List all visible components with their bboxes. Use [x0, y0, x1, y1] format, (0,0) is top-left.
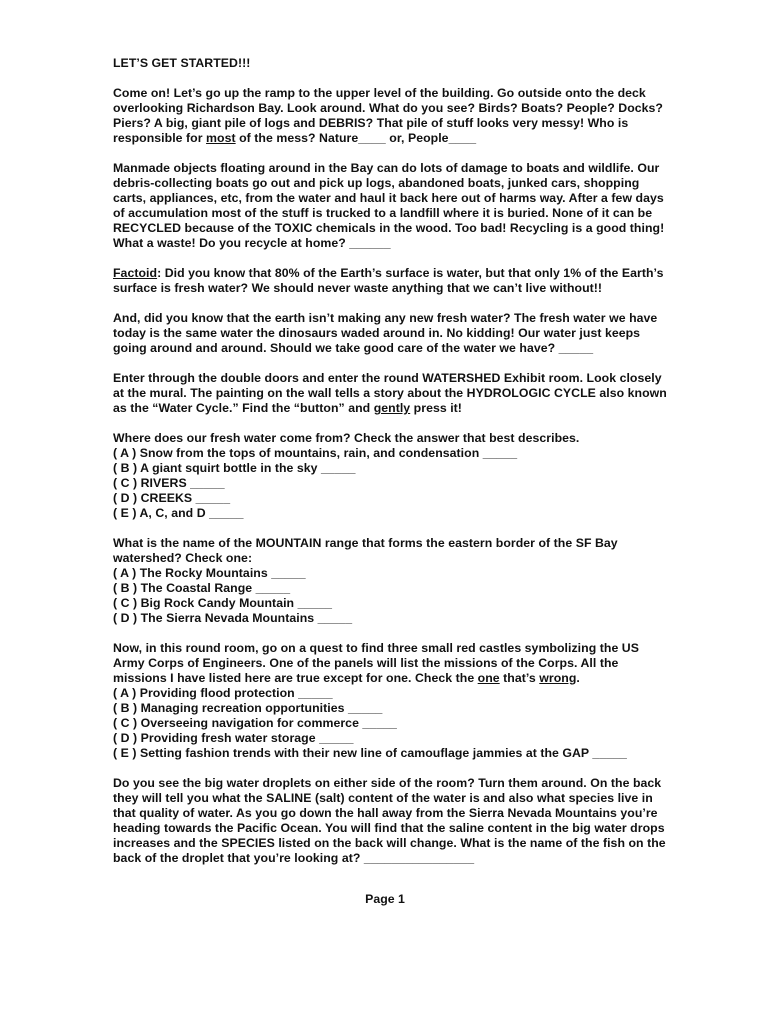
question-1-text: Where does our fresh water come from? Check the answer that best describes. [113, 431, 580, 445]
q3-option-d[interactable]: ( D ) Providing fresh water storage _____ [113, 731, 354, 745]
q1-option-d[interactable]: ( D ) CREEKS _____ [113, 491, 231, 505]
q3-text-b: . [576, 671, 580, 685]
droplets-paragraph: Do you see the big water droplets on either side of the room? Turn them around. On the back they will tell you what the SALINE (salt) content of the water is and also what species live in that quality of water. As you go down the hall away from the Sierra Nevada Mountains you’re heading towards the Pacific Ocean. You will find that the saline content in the big water drops increases and the SPECIES listed on the back will change. What is the name of the fish on the back of the droplet that you’re looking at? ________________ [113, 776, 666, 865]
q3-option-c[interactable]: ( C ) Overseeing navigation for commerce _____ [113, 716, 397, 730]
factoid-paragraph [113, 266, 673, 296]
question-3 [113, 641, 673, 761]
q1-option-b[interactable]: ( B ) A giant squirt bottle in the sky _____ [113, 461, 356, 475]
freshwater-paragraph: And, did you know that the earth isn’t making any new fresh water? The fresh water we have today is the same water the dinosaurs waded around in. No kidding! Our water just keeps going around and around. Should we take good care of the water we have? _____ [113, 311, 658, 355]
intro-underlined: most [206, 131, 236, 145]
q3-option-e[interactable]: ( E ) Setting fashion trends with their new line of camouflage jammies at the GAP _____ [113, 746, 627, 760]
factoid-label: Factoid [113, 266, 158, 280]
intro-paragraph [113, 86, 673, 146]
watershed-paragraph [113, 371, 673, 416]
q2-option-d[interactable]: ( D ) The Sierra Nevada Mountains _____ [113, 611, 353, 625]
question-2-text: What is the name of the MOUNTAIN range that forms the eastern border of the SF Bay watershed? Check one: [113, 536, 618, 565]
watershed-underlined: gently [373, 401, 411, 415]
q3-text-m: that’s [499, 671, 540, 685]
q3-underlined-one: one [477, 671, 500, 685]
intro-text-a: Come on! Let’s go up the ramp to the upper level of the building. Go outside onto the deck overlooking Richardson Bay. Look around. What do you see? Birds? Boats? People? Docks? Piers? A big, giant pile of logs and DEBRIS? That pile of stuff looks very messy! Who is responsible for [113, 86, 663, 145]
q3-text-a: Now, in this round room, go on a quest to find three small red castles symbolizing the US Army Corps of Engineers. One of the panels will list the missions of the Corps. All the missions I have listed here are true except for one. Check the [113, 641, 639, 685]
q3-underlined-wrong: wrong [539, 671, 577, 685]
q3-option-b[interactable]: ( B ) Managing recreation opportunities _____ [113, 701, 383, 715]
q1-option-c[interactable]: ( C ) RIVERS _____ [113, 476, 225, 490]
q1-option-a[interactable]: ( A ) Snow from the tops of mountains, rain, and condensation _____ [113, 446, 518, 460]
q2-option-b[interactable]: ( B ) The Coastal Range _____ [113, 581, 291, 595]
q2-option-a[interactable]: ( A ) The Rocky Mountains _____ [113, 566, 306, 580]
q3-option-a[interactable]: ( A ) Providing flood protection _____ [113, 686, 333, 700]
section-heading: LET’S GET STARTED!!! [113, 56, 251, 70]
q1-option-e[interactable]: ( E ) A, C, and D _____ [113, 506, 244, 520]
question-2 [113, 536, 673, 626]
q2-option-c[interactable]: ( C ) Big Rock Candy Mountain _____ [113, 596, 333, 610]
question-1 [113, 431, 673, 521]
watershed-text-b: press it! [410, 401, 462, 415]
watershed-text-a: Enter through the double doors and enter the round WATERSHED Exhibit room. Look closely at the mural. The painting on the wall tells a story about the HYDROLOGIC CYCLE also known as the “Water Cycle.” Find the “button” and [113, 371, 667, 415]
intro-text-b: of the mess? Nature____ or, People____ [235, 131, 477, 145]
factoid-text: : Did you know that 80% of the Earth’s surface is water, but that only 1% of the Earth’s surface is fresh water? We should never waste anything that we can’t live without!! [113, 266, 664, 295]
page-number: Page 1 [365, 892, 405, 906]
manmade-paragraph: Manmade objects floating around in the Bay can do lots of damage to boats and wildlife. Our debris-collecting boats go out and pick up logs, abandoned boats, junked cars, shopping carts, appliances, etc, from the water and haul it back here out of harms way. After a few days of accumulation most of the stuff is trucked to a landfill where it is buried. None of it can be RECYCLED because of the TOXIC chemicals in the wood. Too bad! Recycling is a good thing! What a waste! Do you recycle at home? ______ [113, 161, 665, 250]
question-3-text [113, 641, 673, 686]
worksheet-page [113, 56, 673, 881]
